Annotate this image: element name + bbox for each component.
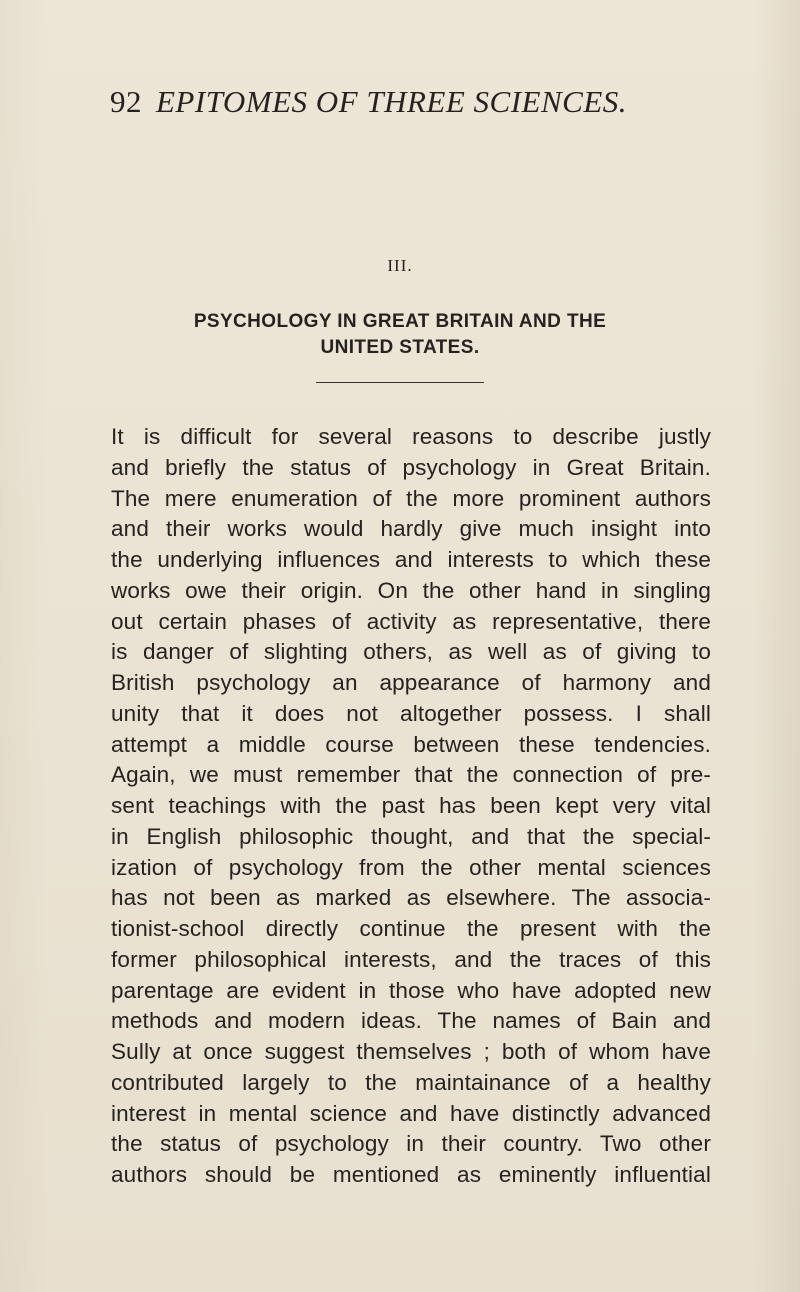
chapter-number: III. [387, 256, 413, 275]
text-line: The mere enumeration of the more prominent authors [111, 485, 711, 511]
text-line: has not been as marked as elsewhere. The associa- [111, 885, 711, 911]
chapter-title-line-2: UNITED STATES. [320, 337, 480, 358]
text-line: unity that it does not altogether possess. I shall [111, 700, 711, 726]
text-line: It is difficult for several reasons to describe justly [111, 424, 711, 449]
page-number: 92 [110, 84, 142, 119]
text-line: tionist-school directly continue the present with the [111, 916, 711, 941]
text-line: ization of psychology from the other mental sciences [111, 854, 711, 880]
text-line: Sully at once suggest themselves ; both of whom have [111, 1039, 711, 1064]
text-line: and briefly the status of psychology in Great Britain. [111, 454, 711, 480]
text-line: works owe their origin. On the other hand in singling [111, 577, 711, 603]
running-head-title: EPITOMES OF THREE SCIENCES. [156, 84, 628, 119]
text-line: authors should be mentioned as eminently influential [111, 1162, 711, 1187]
text-line: methods and modern ideas. The names of Bain and [111, 1008, 711, 1034]
text-line: out certain phases of activity as representative, there [111, 608, 711, 634]
text-line: former philosophical interests, and the traces of this [111, 946, 711, 972]
text-line: the status of psychology in their country. Two other [111, 1131, 711, 1157]
chapter-title [100, 309, 700, 361]
chapter-title-line-1: PSYCHOLOGY IN GREAT BRITAIN AND THE [193, 311, 607, 332]
text-line: British psychology an appearance of harmony and [111, 670, 711, 695]
text-line: contributed largely to the maintainance of a healthy [111, 1069, 711, 1095]
text-line: parentage are evident in those who have adopted new [111, 977, 711, 1003]
text-line: attempt a middle course between these tendencies. [111, 731, 711, 757]
running-head [110, 84, 627, 120]
text-line: Again, we must remember that the connection of pre- [111, 762, 711, 788]
body-paragraph [111, 422, 711, 1191]
text-line: the underlying influences and interests to which these [111, 547, 711, 572]
text-line: sent teachings with the past has been kept very vital [111, 793, 711, 818]
text-line: interest in mental science and have distinctly advanced [111, 1100, 711, 1126]
text-line: and their works would hardly give much insight into [111, 516, 711, 542]
section-divider-rule [316, 382, 484, 383]
text-line: in English philosophic thought, and that the special- [111, 823, 711, 849]
text-line: is danger of slighting others, as well as of giving to [111, 639, 711, 665]
